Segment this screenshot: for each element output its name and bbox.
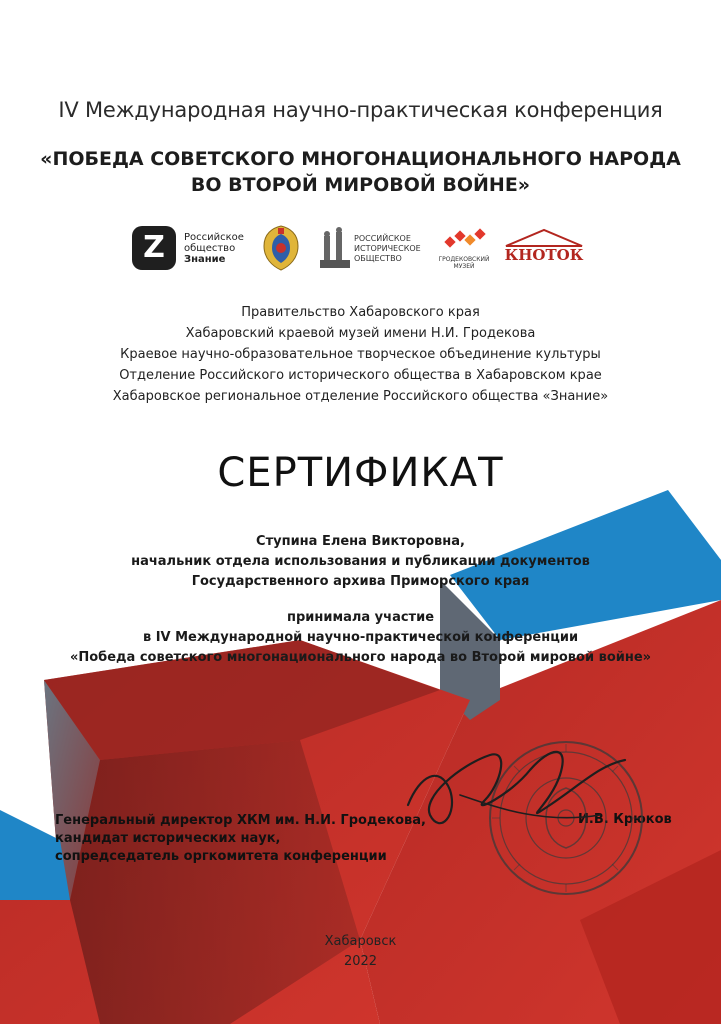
conference-title-line2: ВО ВТОРОЙ МИРОВОЙ ВОЙНЕ» [190, 174, 531, 196]
organizer-line: Отделение Российского исторического общества в Хабаровском крае [119, 368, 602, 383]
signatory-title-block [55, 812, 455, 866]
awardee-name: Ступина Елена Викторовна, [256, 534, 465, 549]
organizers-list [0, 302, 721, 407]
znanie-line3: Знание [184, 254, 226, 265]
participation-line2: в IV Международной научно-практической конференции [142, 630, 579, 645]
handwritten-signature-icon [400, 735, 630, 845]
rio-logo-text [354, 234, 421, 264]
rio-logo [318, 224, 428, 272]
awardee-block [0, 532, 721, 592]
khabarovsk-crest-icon [260, 224, 302, 272]
monument-icon [318, 224, 352, 270]
awardee-position-line2: Государственного архива Приморского края [191, 574, 530, 589]
conference-subtitle: IV Международная научно-практическая конференция [58, 98, 663, 122]
znanie-line2: общество [184, 243, 236, 254]
knotok-roof-icon [504, 228, 584, 248]
grodekov-line2: МУЗЕЙ [453, 263, 475, 270]
footer-year: 2022 [343, 954, 378, 969]
signatory-line1: Генеральный директор ХКМ им. Н.И. Гродекова, [55, 813, 426, 828]
rio-line3: ОБЩЕСТВО [354, 254, 402, 263]
signatory-name: И.В. Крюков [578, 812, 672, 827]
conference-title-line1: «ПОБЕДА СОВЕТСКОГО МНОГОНАЦИОНАЛЬНОГО НАРОДА [40, 148, 681, 170]
rio-line1: РОССИЙСКОЕ [354, 234, 411, 243]
grodekov-museum-logo [436, 224, 492, 272]
partner-logos [132, 224, 592, 276]
conference-title [0, 146, 721, 198]
znanie-logo-text [184, 232, 244, 265]
znanie-logo [132, 224, 252, 272]
footer-block [0, 932, 721, 972]
organizer-line: Правительство Хабаровского края [241, 305, 480, 320]
rio-line2: ИСТОРИЧЕСКОЕ [354, 244, 421, 253]
certificate-heading: СЕРТИФИКАТ [217, 450, 504, 496]
znanie-z-icon: Z [132, 226, 176, 270]
knotok-logo [504, 224, 584, 272]
footer-city: Хабаровск [324, 934, 397, 949]
participation-line1: принимала участие [286, 610, 435, 625]
organizer-line: Краевое научно-образовательное творческое объединение культуры [120, 347, 601, 362]
organizer-line: Хабаровский краевой музей имени Н.И. Гродекова [185, 326, 536, 341]
grodekov-mark-icon [436, 224, 492, 254]
signatory-line2: кандидат исторических наук, [55, 831, 281, 846]
grodekov-line1: ГРОДЕКОВСКИЙ [438, 256, 490, 263]
knotok-text: КНОТОК [504, 246, 584, 264]
organizer-line: Хабаровское региональное отделение Российского общества «Знание» [112, 389, 609, 404]
awardee-position-line1: начальник отдела использования и публикации документов [131, 554, 590, 569]
grodekov-logo-text [436, 256, 492, 270]
participation-line3: «Победа советского многонационального народа во Второй мировой войне» [69, 650, 652, 665]
znanie-line1: Российское [184, 232, 244, 243]
participation-block [0, 608, 721, 668]
signatory-line3: сопредседатель оргкомитета конференции [55, 849, 387, 864]
